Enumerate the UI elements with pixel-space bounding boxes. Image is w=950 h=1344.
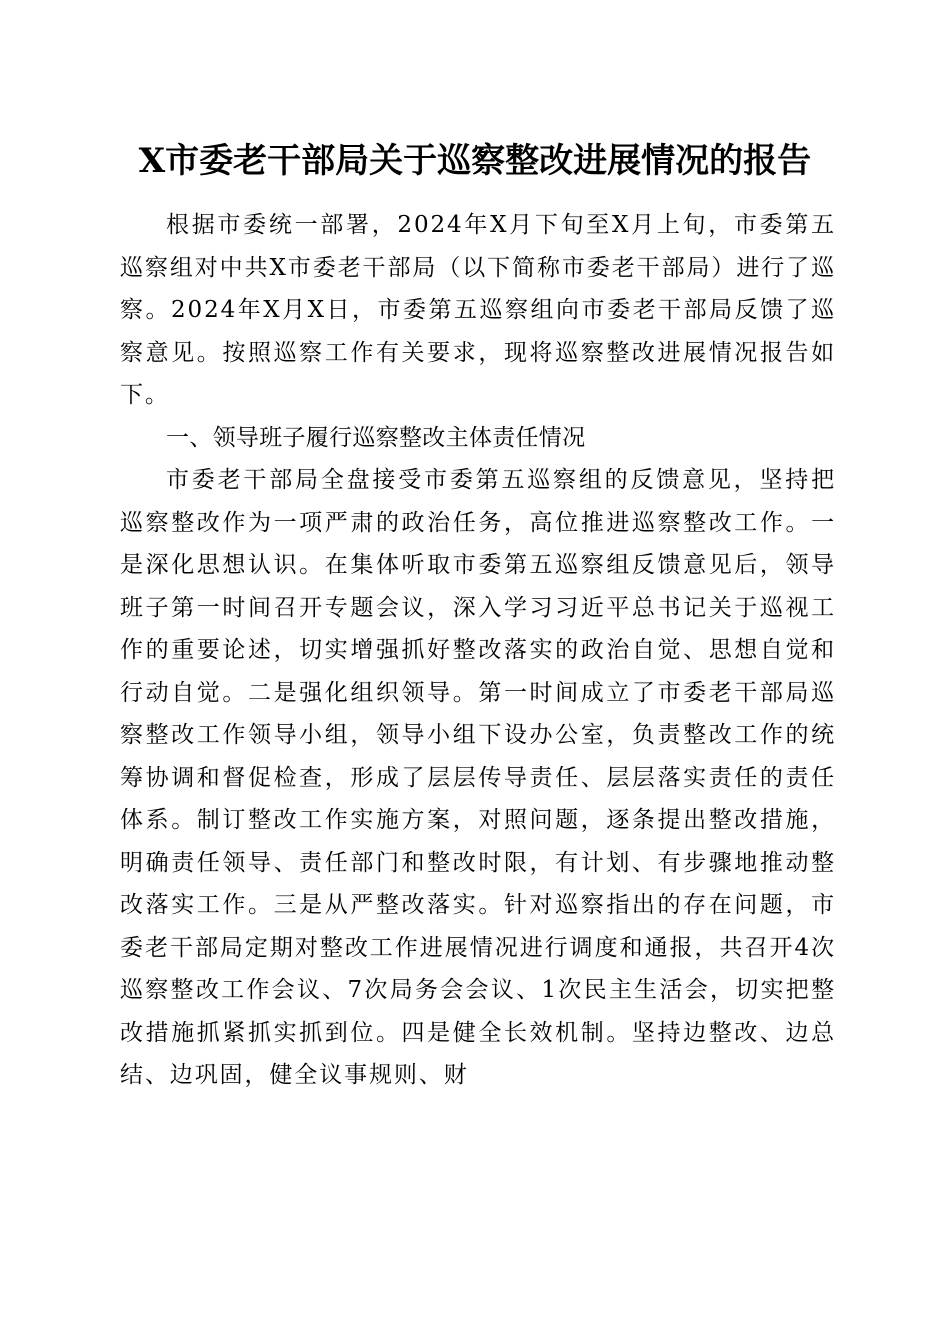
document-body bbox=[120, 204, 836, 1097]
document-title: X市委老干部局关于巡察整改进展情况的报告 bbox=[138, 141, 812, 181]
intro-paragraph: 根据市委统一部署，2024年X月下旬至X月上旬，市委第五巡察组对中共X市委老干部局（以下简称市委老干部局）进行了巡察。2024年X月X日，市委第五巡察组向市委老干部局反馈了巡察意见。按照巡察工作有关要求，现将巡察整改进展情况报告如下。 bbox=[120, 212, 836, 408]
section-heading: 一、领导班子履行巡察整改主体责任情况 bbox=[166, 424, 586, 451]
section-paragraph: 市委老干部局全盘接受市委第五巡察组的反馈意见，坚持把巡察整改作为一项严肃的政治任务，高位推进巡察整改工作。一是深化思想认识。在集体听取市委第五巡察组反馈意见后，领导班子第一时间召开专题会议，深入学习习近平总书记关于巡视工作的重要论述，切实增强抓好整改落实的政治自觉、思想自觉和行动自觉。二是强化组织领导。第一时间成立了市委老干部局巡察整改工作领导小组，领导小组下设办公室，负责整改工作的统筹协调和督促检查，形成了层层传导责任、层层落实责任的责任体系。制订整改工作实施方案，对照问题，逐条提出整改措施，明确责任领导、责任部门和整改时限，有计划、有步骤地推动整改落实工作。三是从严整改落实。针对巡察指出的存在问题，市委老干部局定期对整改工作进展情况进行调度和通报，共召开4次巡察整改工作会议、7次局务会会议、1次民主生活会，切实把整改措施抓紧抓实抓到位。四是健全长效机制。坚持边整改、边总结、边巩固，健全议事规则、财 bbox=[120, 467, 836, 1088]
